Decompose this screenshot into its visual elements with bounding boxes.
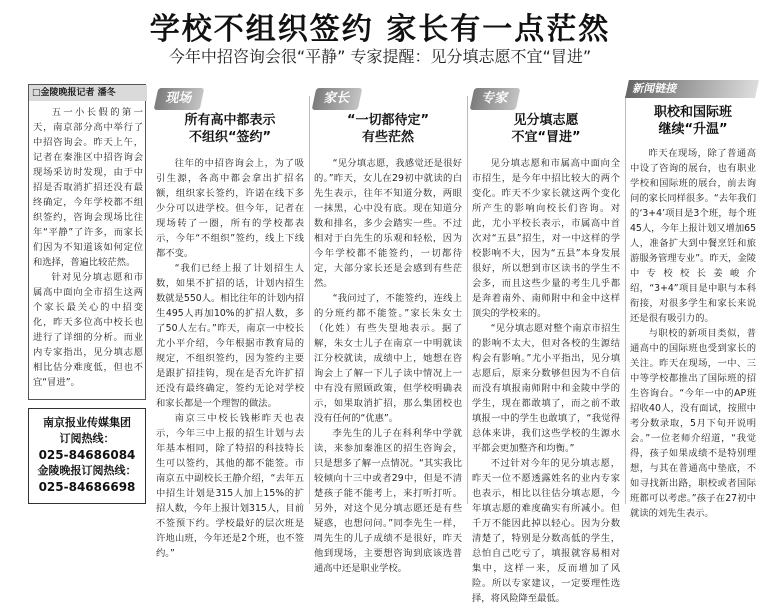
lead-paragraph: 五一小长假的第一天，南京部分高中举行了中招咨询会。昨天上午，记者在秦淮区中招咨询会现场采访时发现，由于中招是否取消扩招还没有最终确定，今年学校都不组织签约，咨询会现场比往年“平静”了许多，而家长们因为不知道该如何定位和选择，普遍比较茫然。 — [33, 107, 143, 268]
section-parents — [314, 88, 462, 574]
section-title: 见分填志愿 不宜“冒进” — [511, 113, 581, 145]
news-link-column — [630, 104, 756, 519]
section-paragraph: “我问过了，不能签约，连线上的分班约都不能签。”家长朱女士（化姓）有些失望地表示。据了解，朱女士儿子在南京一中明就读江分校就读，成绩中上，她想在咨询会上了解一下儿子读中情况上一中有没有照顾政策，但学校明确表示，如果取消扩招，那么集团校也没有任何的“优惠”。 — [314, 293, 462, 424]
section-body — [156, 156, 304, 561]
section-body — [472, 156, 620, 606]
column-divider — [309, 96, 310, 504]
section-paragraph: “我们已经上报了计划招生人数，如果不扩招的话，计划内招生数就是550人。相比往年的计划内招生495人再加10%的扩招人数，多了50人左右。”昨天，南京一中校长尤小平介绍，今年根据市教育局的规定，不组织签约，因为签约主要是跟扩招挂钩，现在是否允许扩招还没有最终确定，签约无论对学校和家长都是一个理智的做法。 — [156, 263, 304, 409]
news-paragraph: 昨天在现场，除了普通高中设了咨询的展台，也有职业学校和国际班的展台，前去询问的家长同样很多。“去年我们的‘3+4’项目是3个班，每个班45人，今年上报计划又增加65人，准备扩大到中餐烹饪和旅游服务管理专业”。昨天，金陵中专校校长姜峻介绍，“3+4”项目是中职与本科衔接，对很多学生和家长来说还是很有吸引力的。 — [630, 148, 756, 324]
lead-paragraph: 针对见分填志愿和市属高中面向全市招生这两个家长最关心的中招变化，昨天多位高中校长也进行了详细的分析。而业内专家指出，见分填志愿相比估分难度低，但也不宜“冒进”。 — [33, 272, 143, 388]
news-body — [630, 146, 756, 521]
lead-column — [28, 84, 146, 400]
column-divider — [467, 96, 468, 504]
subscription-ad — [28, 408, 146, 504]
section-title: “一切都待定” 有些茫然 — [346, 113, 430, 145]
section-tag: 现场 — [154, 88, 205, 110]
column-divider — [625, 96, 626, 504]
news-title: 职校和国际班 继续“升温” — [653, 105, 732, 137]
section-paragraph: “见分填志愿对整个南京市招生的影响不太大，但对各校的生源结构会有影响。”尤小平指出，见分填志愿后，原来分数够但因为不自信而没有填报南师附中和金陵中学的学生，现在都敢填了，而之前不敢填报一中的学生也敢填了，“我觉得总体来讲，我们这些学校的生源水平都会更加整齐和均衡。” — [472, 323, 620, 454]
section-paragraph: 见分填志愿和市属高中面向全市招生，是今年中招比较大的两个变化。昨天不少家长就这两个变化所产生的影响向校长们咨询。对此，尤小平校长表示，市属高中首次对“五县”招生，对一中这样的学校影响不大，因为“五县”本身发展很好，所以想到市区读书的学生不会多，而且这些少量的考生几乎都是奔着南外、南师附中和金中这样顶尖的学校来的。 — [472, 158, 620, 319]
section-paragraph: 不过针对今年的见分填志愿，昨天一位不愿透露姓名的业内专家也表示，相比以往估分填志愿，今年填志愿的难度确实有所减小。但千万不能因此掉以轻心。因为分数清楚了，特别是分数高低的学生，总怕自己吃亏了，填报就容易相对集中，这样一来，反而增加了风险。所以专家建议，一定要理性选择，将风险降至最低。 — [472, 458, 620, 604]
section-tag: 专家 — [470, 88, 521, 110]
headline: 学校不组织签约 家长有一点茫然 — [149, 12, 611, 47]
ad-phone: 025-84686084 — [38, 448, 136, 462]
ad-hotline-label: 金陵晚报订阅热线： — [37, 464, 137, 477]
section-scene — [156, 88, 304, 559]
section-paragraph: 南京三中校长钱彬昨天也表示，今年三中上报的招生计划与去年基本相同，除了特招的科技特长生可以签约，其他的都不能签。市南京五中副校长王静介绍，“去年五中招生计划是315人加上15%的扩招人数，今年上报计划315人，目前不签预下约。学校最好的层次班是许地山班，今年还是2个班，也不签约。” — [156, 413, 304, 559]
lead-text — [33, 105, 143, 390]
section-body — [314, 156, 462, 576]
subheadline: 今年中招咨询会很“平静” 专家提醒：见分填志愿不宜“冒进” — [168, 47, 592, 66]
ad-hotline-label: 订阅热线： — [59, 432, 115, 445]
section-paragraph: 李先生的儿子在科利华中学就读，来参加秦淮区的招生咨询会，只是想多了解一点情况。“其实我比较倾向十三中或者29中，但是不清楚孩子能不能考上，来打听打听。另外，对这个见分填志愿还是有些疑惑，也想问问。”同李先生一样，周先生的儿子成绩不是很好，昨天他到现场，主要想咨询到底该选普通高中还是职业学校。 — [314, 428, 462, 574]
section-paragraph: “见分填志愿，我感觉还是很好的。”昨天，女儿在29初中就读的白先生表示，往年不知道分数，两眼一抹黑，心中没有底。现在知道分数和排名，多少会踏实一些。不过相对于白先生的乐观和轻松，因为今年学校都不能签约，一切都待定，大部分家长还是会感到有些茫然。 — [314, 158, 462, 289]
section-title: 所有高中都表示 不组织“签约” — [184, 113, 276, 145]
news-link-tag: 新闻链接 — [625, 80, 759, 98]
ad-publisher: 南京报业传媒集团 — [43, 416, 131, 429]
ad-phone: 025-84686698 — [38, 480, 136, 494]
section-tag: 家长 — [312, 88, 363, 110]
section-expert — [472, 88, 620, 604]
reporter-byline: □金陵晚报记者 潘冬 — [29, 85, 147, 101]
section-paragraph: 往年的中招咨询会上，为了吸引生源，各高中都会拿出扩招名额，组织家长签约，许诺在线下多少分可以进学校。但今年，记者在现场转了一圈，所有的学校都表示，今年“不组织”签约，线上下线都不变。 — [156, 158, 304, 259]
news-paragraph: 与职校的新项目类似，普通高中的国际班也受到家长的关注。昨天在现场，一中、三中等学校都推出了国际班的招生咨询台。“今年一中的AP班招收40人，没有面试，按照中考分数录取，5月下旬开说明会。”一位老师介绍道，“我觉得，孩子如果成绩不是特别理想，与其在普通高中垫底，不如寻找新出路，职校或者国际班都可以考虑。”孩子在27初中就读的刘先生表示。 — [630, 328, 756, 519]
